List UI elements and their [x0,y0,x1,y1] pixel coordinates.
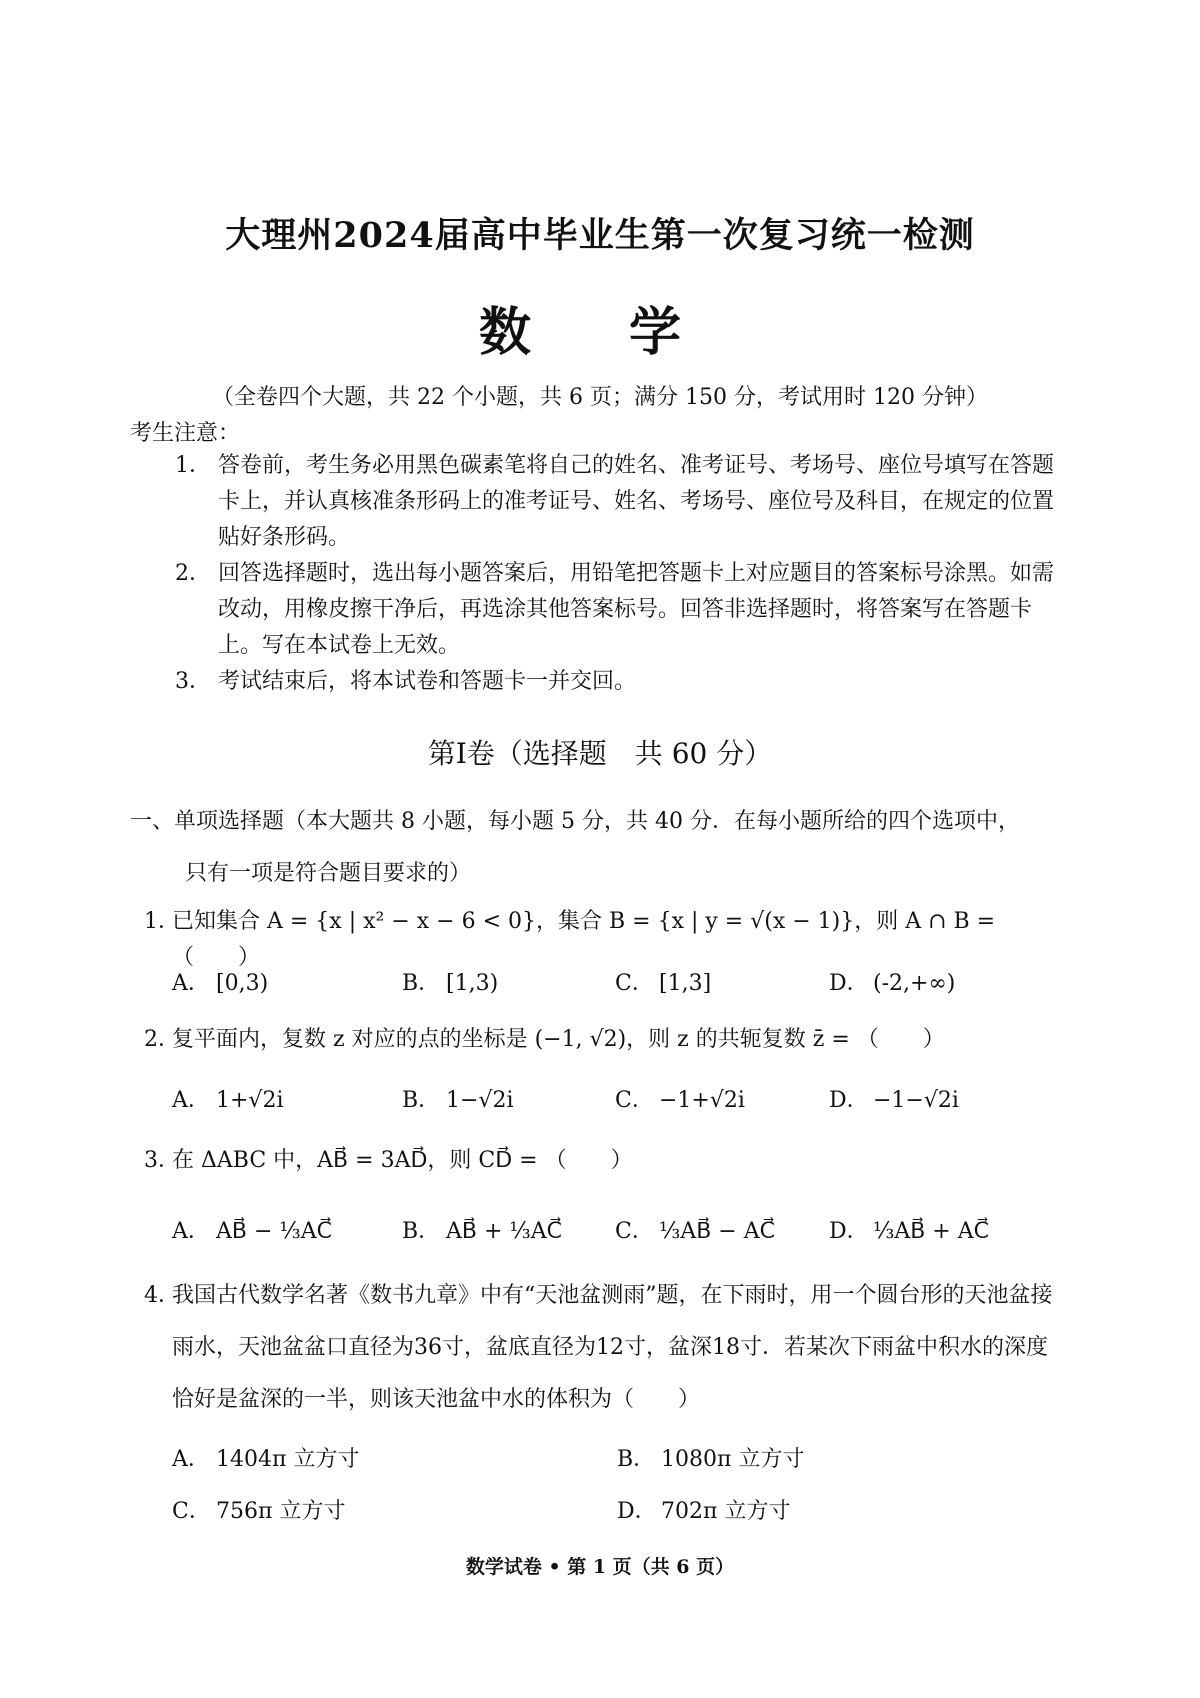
notice-number: 3． [175,669,211,694]
option-d [829,1083,959,1114]
notice-text: 考试结束后，将本试卷和答题卡一并交回。 [218,669,637,694]
option-label: A． [172,1088,210,1113]
option-label: B． [402,1088,441,1113]
option-label: D． [617,1499,657,1524]
option-label: D． [829,971,869,996]
notice-item [175,664,1075,700]
part-heading-line: 只有一项是符合题目要求的） [185,861,472,886]
option-c [172,1494,345,1525]
section-title: 第Ⅰ卷（选择题 共 60 分） [427,737,773,770]
page-footer: 数学试卷 • 第 1 页（共 6 页） [465,1556,735,1578]
notice-item [175,556,1075,664]
option-label: B． [617,1447,656,1472]
option-label: B． [402,1219,441,1244]
option-text: ⅓AB⃗ − AC⃗ [659,1219,775,1244]
option-d [617,1494,790,1525]
question-number: 1． [144,909,180,934]
part-heading [130,796,1070,900]
option-b [402,1214,562,1245]
option-b [402,1083,513,1114]
question-2 [144,1022,1072,1058]
option-label: C． [615,971,654,996]
option-text: −1−√2i [873,1088,959,1113]
option-text: 1404π 立方寸 [216,1447,360,1472]
option-text: [1,3] [659,971,712,996]
option-text: (-2,+∞) [873,971,956,996]
option-text: 1080π 立方寸 [661,1447,805,1472]
option-label: C． [172,1499,211,1524]
option-label: C． [615,1088,654,1113]
option-a [172,1214,332,1245]
notice-item [175,448,1075,556]
notice-number: 1． [175,453,211,478]
option-label: D． [829,1088,869,1113]
notice-text: 答卷前，考生务必用黑色碳素笔将自己的姓名、准考证号、考场号、座位号填写在答题卡上，并认真核准条形码上的准考证号、姓名、考场号、座位号及科目，在规定的位置贴好条形码。 [218,453,1055,550]
subject-title: 数 学 [478,302,722,363]
option-text: [1,3) [446,971,499,996]
question-number: 2． [144,1027,180,1052]
option-text: 1+√2i [216,1088,284,1113]
question-number: 3． [144,1148,180,1173]
part-heading-line: 一、单项选择题（本大题共 8 小题，每小题 5 分，共 40 分．在每小题所给的四个选项中， [130,809,1020,834]
option-text: AB⃗ + ⅓AC⃗ [446,1219,562,1244]
notice-number: 2． [175,561,211,586]
option-b [617,1442,804,1473]
question-stem: 复平面内，复数 z 对应的点的坐标是 (−1, √2)，则 z 的共轭复数 z̄ = （ ） [172,1027,945,1052]
option-b [402,966,498,997]
question-stem: 已知集合 A = {x | x² − x − 6 < 0}，集合 B = {x | y = √(x − 1)}，则 A ∩ B = （ ） [172,909,996,970]
question-4 [144,1270,1062,1426]
question-stem: 在 ΔABC 中，AB⃗ = 3AD⃗，则 CD⃗ = （ ） [172,1148,633,1173]
option-text: 702π 立方寸 [661,1499,791,1524]
notice-text: 回答选择题时，选出每小题答案后，用铅笔把答题卡上对应题目的答案标号涂黑。如需改动，用橡皮擦干净后，再选涂其他答案标号。回答非选择题时，将答案写在答题卡上。写在本试卷上无效。 [218,561,1055,658]
option-c [615,1214,775,1245]
question-3 [144,1143,1072,1179]
exam-title: 大理州2024届高中毕业生第一次复习统一检测 [225,215,975,256]
option-label: A． [172,1447,210,1472]
option-text: ⅓AB⃗ + AC⃗ [873,1219,989,1244]
option-d [829,966,955,997]
option-label: D． [829,1219,869,1244]
option-label: C． [615,1219,654,1244]
exam-info: （全卷四个大题，共 22 个小题，共 6 页；满分 150 分，考试用时 120 分钟） [212,385,988,410]
option-c [615,1083,745,1114]
option-a [172,966,268,997]
option-label: A． [172,971,210,996]
notice-heading: 考生注意： [130,421,241,446]
option-d [829,1214,989,1245]
option-label: B． [402,971,441,996]
option-text: AB⃗ − ⅓AC⃗ [216,1219,332,1244]
option-label: A． [172,1219,210,1244]
option-a [172,1083,283,1114]
option-text: −1+√2i [659,1088,745,1113]
option-c [615,966,711,997]
question-stem: 我国古代数学名著《数书九章》中有“天池盆测雨”题，在下雨时，用一个圆台形的天池盆接雨水，天池盆盆口直径为36寸，盆底直径为12寸，盆深18寸．若某次下雨盆中积水的深度恰好是盆深的一半，则该天池盆中水的体积为（ ） [172,1283,1053,1412]
option-text: [0,3) [216,971,269,996]
notice-list [175,448,1075,700]
option-text: 756π 立方寸 [216,1499,346,1524]
question-number: 4． [144,1283,180,1308]
option-text: 1−√2i [446,1088,514,1113]
option-a [172,1442,359,1473]
